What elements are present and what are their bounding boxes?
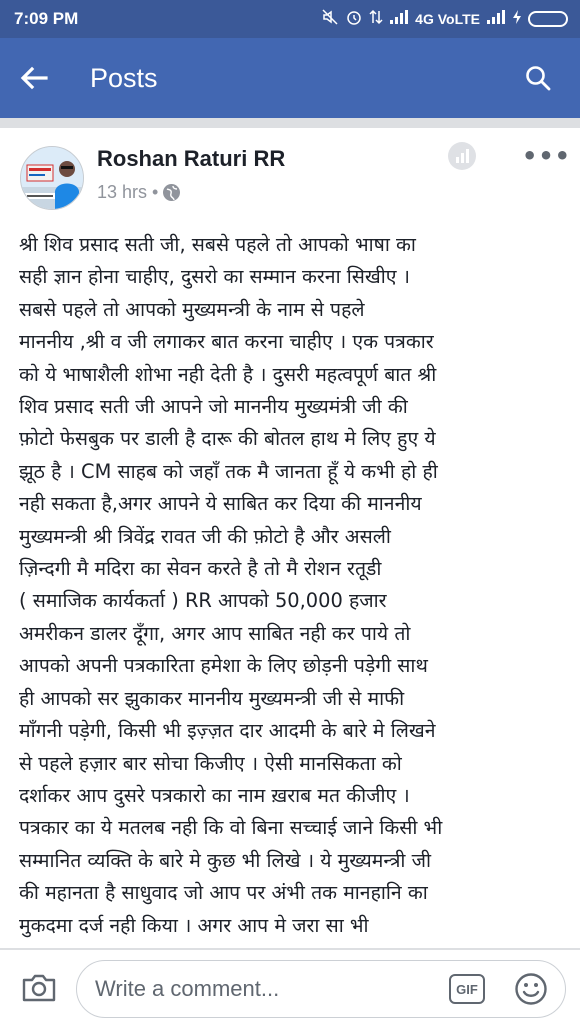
meta-separator: • [152,182,159,202]
post-body-line: झूठ है । CM साहब को जहाँ तक मै जानता हूँ ये कभी हो ही [19,459,438,483]
signal-icon [486,9,506,30]
insights-icon[interactable] [448,142,476,170]
post-body-line: ( समाजिक कार्यकर्ता ) RR आपको 50,000 हजार [19,589,387,613]
post-time[interactable]: 13 hrs [97,182,148,202]
post-body-line: सम्मानित व्यक्ति के बारे मे कुछ भी लिखे । ये मुख्यमन्त्री जी [19,848,432,872]
post-body-line: दर्शाकर आप दुसरे पत्रकारो का नाम ख़राब मत कीजीए । [19,783,410,807]
comment-input[interactable] [76,960,566,1018]
signal-icon [389,9,409,30]
post-body-line: शिव प्रसाद सती जी आपने जो माननीय मुख्यमंत्री जी की [19,395,408,419]
charging-icon [512,9,522,30]
globe-icon [163,184,180,201]
post-body-line: ज़िन्दगी मै मदिरा का सेवन करते है तो मै रोशन रतूडी [19,557,382,581]
post-body-line: नही सकता है,अगर आपने ये साबित कर दिया की माननीय [19,492,422,516]
author-name[interactable]: Roshan Raturi RR [97,146,286,171]
app-bar [0,38,580,118]
post-body-line: सबसे पहले तो आपको मुख्यमन्त्री के नाम से पहले [19,297,365,321]
search-icon[interactable] [516,56,560,100]
battery-icon [528,11,568,27]
feed-divider [0,118,580,128]
network-type: 4G VoLTE [415,11,480,27]
post-body-line: माँगनी पड़ेगी, किसी भी इज़्ज़त दार आदमी के बारे मे लिखने [19,719,436,743]
camera-icon[interactable] [20,969,58,1007]
back-arrow-icon[interactable] [20,58,76,98]
post-body-line: मुख्यमन्त्री श्री त्रिवेंद्र रावत जी की फ़ोटो है और असली [19,524,391,548]
post-body-line: सही ज्ञान होना चाहीए, दुसरो का सम्मान करना सिखीए । [19,265,411,289]
post-body-line: को ये भाषाशैली शोभा नही देती है । दुसरी महत्वपूर्ण बात श्री [19,362,437,386]
page-title: Posts [90,62,158,93]
post-meta [97,182,180,203]
post-body-line: फ़ोटो फेसबुक पर डाली है दारू की बोतल हाथ मे लिए हुए ये [19,427,436,451]
post-body-line: ही आपको सर झुकाकर माननीय मुख्यमन्त्री जी से माफी [19,686,405,710]
gif-button[interactable]: GIF [449,974,485,1004]
post-body-line: श्री शिव प्रसाद सती जी, सबसे पहले तो आपको भाषा का [19,233,416,256]
alarm-icon [345,8,363,31]
status-bar [0,0,580,38]
comment-bar [0,950,580,1031]
post-body-line: मुकदमा दर्ज नही किया । अगर आप मे जरा सा भी [19,913,369,937]
status-icons [321,8,568,31]
status-time: 7:09 PM [14,9,79,28]
post-body [19,229,567,942]
post-body-line: अमरीकन डालर दूँगा, अगर आप साबित नही कर पाये तो [19,621,411,645]
post-header [0,128,580,224]
avatar[interactable] [20,146,84,210]
more-options-icon[interactable]: ••• [522,142,572,170]
post-body-line: से पहले हज़ार बार सोचा किजीए । ऐसी मानसिकता को [19,751,402,775]
smiley-icon[interactable] [514,972,548,1006]
data-arrows-icon [369,8,383,31]
post-body-line: की महानता है साधुवाद जो आप पर अंभी तक मानहानि का [19,881,428,905]
post-body-line: आपको अपनी पत्रकारिता हमेशा के लिए छोड़नी पड़ेगी साथ [19,654,428,678]
post-body-line: माननीय ,श्री व जी लगाकर बात करना चाहीए । एक पत्रकार [19,330,434,354]
post-card [0,128,580,948]
mute-icon [321,8,339,31]
post-body-line: पत्रकार का ये मतलब नही कि वो बिना सच्चाई जाने किसी भी [19,816,443,840]
